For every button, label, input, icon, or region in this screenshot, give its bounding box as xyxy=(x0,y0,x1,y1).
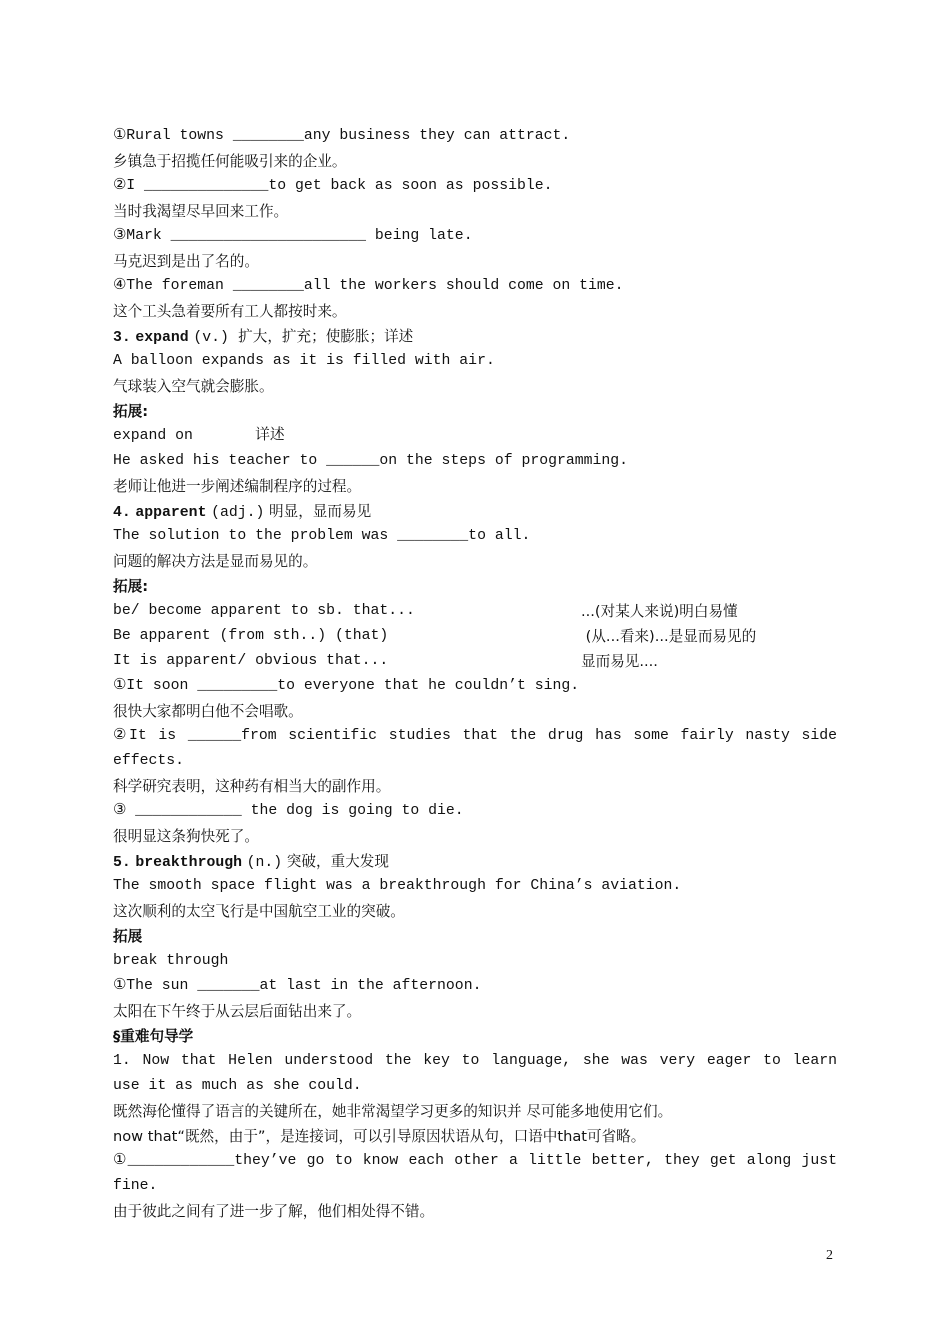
heading-number: 3. xyxy=(113,330,131,346)
exercise-sentence: ②I ______________to get back as soon as possible. xyxy=(113,178,553,194)
heading-meaning: 突破，重大发现 xyxy=(286,853,389,870)
translation: 由于彼此之间有了进一步了解，他们相处得不错。 xyxy=(113,1203,435,1220)
key-sentence: 1. Now that Helen understood the key to language, she was very eager to learn xyxy=(113,1053,837,1069)
example-sentence: The smooth space flight was a breakthrough for China’s aviation. xyxy=(113,878,682,894)
exercise-sentence-continued: fine. xyxy=(113,1178,158,1194)
example-sentence: A balloon expands as it is filled with air. xyxy=(113,353,495,369)
heading-word: expand xyxy=(135,330,189,346)
translation: 科学研究表明，这种药有相当大的副作用。 xyxy=(113,778,391,795)
heading-word: breakthrough xyxy=(135,855,242,871)
extension-label: 拓展: xyxy=(113,578,149,595)
heading-number: 4. xyxy=(113,505,131,521)
phrase-row xyxy=(113,624,837,649)
heading-word: apparent xyxy=(135,505,207,521)
exercise-sentence: ④The foreman ________all the workers should come on time. xyxy=(113,278,624,294)
exercise-sentence-continued: effects. xyxy=(113,753,185,769)
exercise-sentence: He asked his teacher to ______on the steps of programming. xyxy=(113,453,629,469)
heading-number: 5. xyxy=(113,855,131,871)
translation: 很快大家都明白他不会唱歌。 xyxy=(113,703,303,720)
translation: 当时我渴望尽早回来工作。 xyxy=(113,203,289,220)
word-heading-apparent xyxy=(113,499,837,524)
translation: 这个工头急着要所有工人都按时来。 xyxy=(113,303,347,320)
phrase-english: be/ become apparent to sb. that... xyxy=(113,603,415,619)
phrase-entry: break through xyxy=(113,953,229,969)
translation: 既然海伦懂得了语言的关键所在，她非常渴望学习更多的知识并 尽可能多地使用它们。 xyxy=(113,1103,673,1120)
phrase-row xyxy=(113,599,837,624)
heading-pos: (n.) xyxy=(246,855,283,871)
page-number: 2 xyxy=(826,1248,833,1263)
extension-label: 拓展: xyxy=(113,403,149,420)
phrase-chinese: (从...看来)...是显而易见的 xyxy=(581,628,757,645)
phrase-chinese: ...(对某人来说)明白易懂 xyxy=(581,603,738,620)
exercise-sentence: ③Mark ______________________ being late. xyxy=(113,228,473,244)
exercise-sentence: ③ ____________ the dog is going to die. xyxy=(113,803,464,819)
key-sentence-continued: use it as much as she could. xyxy=(113,1078,362,1094)
exercise-sentence: ②It is ______from scientific studies that the drug has some fairly nasty side xyxy=(113,728,837,744)
translation: 很明显这条狗快死了。 xyxy=(113,828,259,845)
word-heading-breakthrough xyxy=(113,849,837,874)
translation: 老师让他进一步阐述编制程序的过程。 xyxy=(113,478,362,495)
translation: 这次顺利的太空飞行是中国航空工业的突破。 xyxy=(113,903,405,920)
exercise-sentence: ①Rural towns ________any business they can attract. xyxy=(113,128,571,144)
phrase-chinese: 显而易见.... xyxy=(581,653,658,670)
example-sentence: The solution to the problem was ________to all. xyxy=(113,528,531,544)
grammar-note: now that“既然，由于”，是连接词，可以引导原因状语从句，口语中that可省略。 xyxy=(113,1128,646,1145)
extension-label: 拓展 xyxy=(113,928,143,945)
translation: 马克迟到是出了名的。 xyxy=(113,253,259,270)
translation: 太阳在下午终于从云层后面钻出来了。 xyxy=(113,1003,362,1020)
heading-meaning: 扩大，扩充；使膨胀；详述 xyxy=(238,328,414,345)
exercise-sentence: ①It soon _________to everyone that he couldn’t sing. xyxy=(113,678,580,694)
phrase-english: It is apparent/ obvious that... xyxy=(113,653,389,669)
heading-pos: (adj.) xyxy=(211,505,265,521)
exercise-sentence: ①The sun _______at last in the afternoon. xyxy=(113,978,482,994)
translation: 问题的解决方法是显而易见的。 xyxy=(113,553,318,570)
translation: 气球装入空气就会膨胀。 xyxy=(113,378,274,395)
section-heading: §重难句导学 xyxy=(113,1028,194,1045)
heading-meaning: 明显，显而易见 xyxy=(269,503,372,520)
phrase-row xyxy=(113,649,837,674)
word-heading-expand xyxy=(113,324,837,349)
heading-pos: (v.) xyxy=(193,330,229,346)
phrase-entry: expand on 详述 xyxy=(113,428,285,444)
translation: 乡镇急于招揽任何能吸引来的企业。 xyxy=(113,153,347,170)
exercise-sentence: ①____________they’ve go to know each other a little better, they get along just xyxy=(113,1153,837,1169)
page-content xyxy=(113,124,837,1224)
phrase-english: Be apparent (from sth..) (that) xyxy=(113,628,389,644)
